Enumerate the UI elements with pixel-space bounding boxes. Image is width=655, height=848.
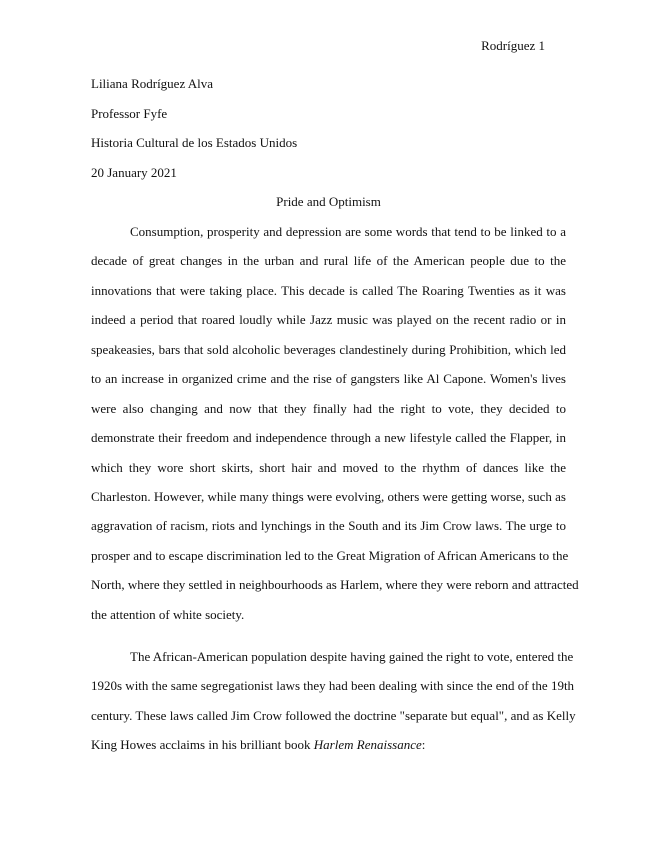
paragraph-line: decade of great changes in the urban and rural life of the American people due to the <box>91 253 566 269</box>
paragraph-line: to an increase in organized crime and the rise of gangsters like Al Capone. Women's lives <box>91 371 566 387</box>
paragraph-line: demonstrate their freedom and independence through a new lifestyle called the Flapper, in <box>91 430 566 446</box>
mla-heading <box>91 75 566 193</box>
paragraph-line: which they wore short skirts, short hair and moved to the rhythm of dances like the <box>91 459 566 475</box>
paragraph-line: Consumption, prosperity and depression are some words that tend to be linked to a <box>130 224 566 239</box>
paragraph-line: innovations that were taking place. This decade is called The Roaring Twenties as it was <box>91 282 566 298</box>
paragraph-1 <box>91 217 579 629</box>
paragraph-line: Charleston. However, while many things were evolving, others were getting worse, such as <box>91 488 566 504</box>
paragraph-line: the attention of white society. <box>91 606 245 622</box>
paragraph-text: : <box>421 737 426 753</box>
running-head: Rodríguez 1 <box>481 38 545 53</box>
book-title: Harlem Renaissance <box>313 737 422 753</box>
paragraph-line: indeed a period that roared loudly while Jazz music was played on the recent radio or in <box>91 312 566 328</box>
paragraph-line: speakeasies, bars that sold alcoholic beverages clandestinely during Prohibition, which led <box>91 341 566 357</box>
paragraph-line: North, where they settled in neighbourhoods as Harlem, where they were reborn and attracted <box>91 577 579 593</box>
paragraph-text: King Howes acclaims in his brilliant book <box>91 737 314 753</box>
paragraph-line: aggravation of racism, riots and lynchings in the South and its Jim Crow laws. The urge to <box>91 518 566 534</box>
paragraph-line: 1920s with the same segregationist laws they had been dealing with since the end of the 19th <box>91 678 575 694</box>
paragraph-2 <box>91 642 576 760</box>
paragraph-line: century. These laws called Jim Crow followed the doctrine "separate but equal", and as Kelly <box>91 707 576 723</box>
essay-date: 20 January 2021 <box>91 164 177 180</box>
paragraph-line: The African-American population despite having gained the right to vote, entered the <box>130 649 574 664</box>
professor-name: Professor Fyfe <box>91 105 168 121</box>
paragraph-last-line <box>91 730 566 759</box>
paragraph-line: prosper and to escape discrimination led to the Great Migration of African Americans to the <box>91 547 569 563</box>
course-name: Historia Cultural de los Estados Unidos <box>91 135 298 150</box>
essay-title: Pride and Optimism <box>276 194 381 209</box>
paragraph-line: were also changing and now that they finally had the right to vote, they decided to <box>91 400 566 416</box>
author-name: Liliana Rodríguez Alva <box>91 76 214 91</box>
